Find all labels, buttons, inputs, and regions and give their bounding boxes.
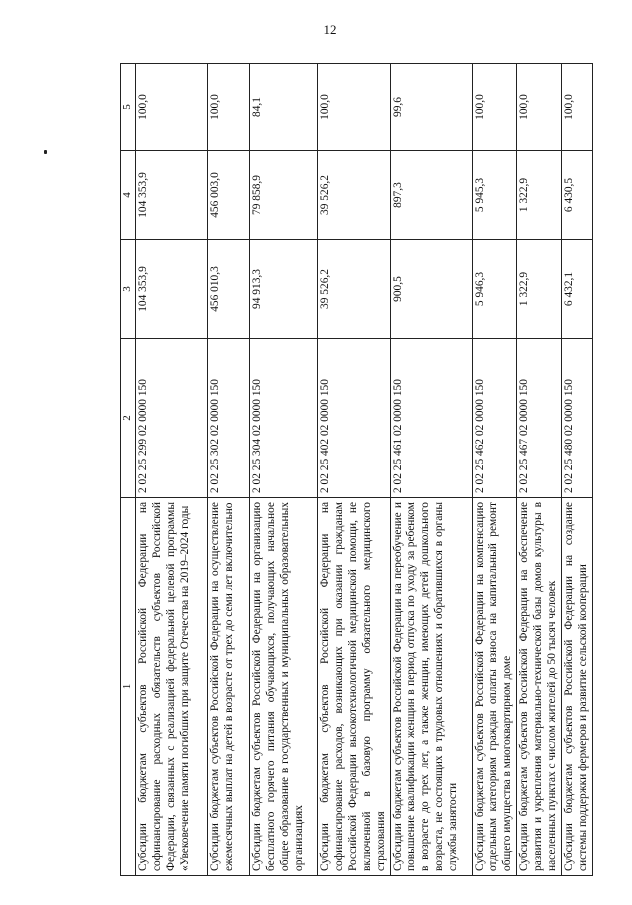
row-col4: 1 322,9 <box>517 151 562 240</box>
row-code: 2 02 25 299 02 0000 150 <box>136 339 208 498</box>
row-code: 2 02 25 461 02 0000 150 <box>390 339 472 498</box>
row-col3: 5 946,3 <box>472 240 517 339</box>
row-description: Субсидии бюджетам субъектов Российской Федерации на софинансирование расходных обязательств субъектов Российской Федерации, связанных с реализацией федеральной целевой программы «Увековечение памяти погибших при защите Отечества на 2019–2024 годы <box>136 498 208 876</box>
row-col5: 100,0 <box>208 64 250 151</box>
row-col3: 39 526,2 <box>318 240 391 339</box>
row-code: 2 02 25 480 02 0000 150 <box>561 339 592 498</box>
row-description: Субсидии бюджетам субъектов Российской Федерации на организацию бесплатного горячего питания обучающихся, получающих начальное общее образование в государственных и муниципальных образовательных организациях <box>250 498 318 876</box>
table-row <box>250 64 318 876</box>
row-col3: 1 322,9 <box>517 240 562 339</box>
row-col3: 456 010,3 <box>208 240 250 339</box>
table-row <box>318 64 391 876</box>
table-row <box>390 64 472 876</box>
budget-subsidies-table <box>120 63 593 876</box>
row-col4: 39 526,2 <box>318 151 391 240</box>
scan-speck <box>44 150 47 154</box>
header-col-2: 2 <box>121 339 136 498</box>
header-col-4: 4 <box>121 151 136 240</box>
row-description: Субсидии бюджетам субъектов Российской Федерации на создание системы поддержки фермеров и развитие сельской кооперации <box>561 498 592 876</box>
header-col-1: 1 <box>121 498 136 876</box>
row-col4: 79 858,9 <box>250 151 318 240</box>
row-col4: 104 353,9 <box>136 151 208 240</box>
row-col3: 104 353,9 <box>136 240 208 339</box>
table-row <box>561 64 592 876</box>
row-description: Субсидии бюджетам субъектов Российской Федерации на софинансирование расходов, возникающих при оказании гражданам Российской Федерации высокотехнологичной медицинской помощи, не включенной в базовую программу обязательного медицинского страхования <box>318 498 391 876</box>
row-code: 2 02 25 304 02 0000 150 <box>250 339 318 498</box>
row-col3: 900,5 <box>390 240 472 339</box>
table-row <box>517 64 562 876</box>
table-row <box>208 64 250 876</box>
table-row <box>472 64 517 876</box>
table-header-row <box>121 64 136 876</box>
row-code: 2 02 25 302 02 0000 150 <box>208 339 250 498</box>
table-row <box>136 64 208 876</box>
header-col-3: 3 <box>121 240 136 339</box>
row-description: Субсидии бюджетам субъектов Российской Федерации на компенсацию отдельным категориям граждан оплаты взноса на капитальный ремонт общего имущества в многоквартирном доме <box>472 498 517 876</box>
page-number: 12 <box>323 22 337 37</box>
row-description: Субсидии бюджетам субъектов Российской Федерации на осуществление ежемесячных выплат на детей в возрасте от трех до семи лет включительно <box>208 498 250 876</box>
row-col5: 100,0 <box>318 64 391 151</box>
rotated-table-container <box>120 64 589 876</box>
row-col4: 897,3 <box>390 151 472 240</box>
row-code: 2 02 25 402 02 0000 150 <box>318 339 391 498</box>
row-description: Субсидии бюджетам субъектов Российской Федерации на обеспечение развития и укрепления материально-технической базы домов культуры в населенных пунктах с числом жителей до 50 тысяч человек <box>517 498 562 876</box>
row-col5: 99,6 <box>390 64 472 151</box>
row-description: Субсидии бюджетам субъектов Российской Федерации на переобучение и повышение квалификации женщин в период отпуска по уходу за ребенком в возрасте до трех лет, а также женщин, имеющих детей дошкольного возраста, не состоящих в трудовых отношениях и обратившихся в органы службы занятости <box>390 498 472 876</box>
row-col5: 100,0 <box>517 64 562 151</box>
row-col5: 100,0 <box>136 64 208 151</box>
row-col3: 6 432,1 <box>561 240 592 339</box>
row-col4: 5 945,3 <box>472 151 517 240</box>
row-col3: 94 913,3 <box>250 240 318 339</box>
row-code: 2 02 25 462 02 0000 150 <box>472 339 517 498</box>
row-col5: 100,0 <box>561 64 592 151</box>
header-col-5: 5 <box>121 64 136 151</box>
row-code: 2 02 25 467 02 0000 150 <box>517 339 562 498</box>
row-col5: 100,0 <box>472 64 517 151</box>
row-col4: 6 430,5 <box>561 151 592 240</box>
row-col4: 456 003,0 <box>208 151 250 240</box>
row-col5: 84,1 <box>250 64 318 151</box>
